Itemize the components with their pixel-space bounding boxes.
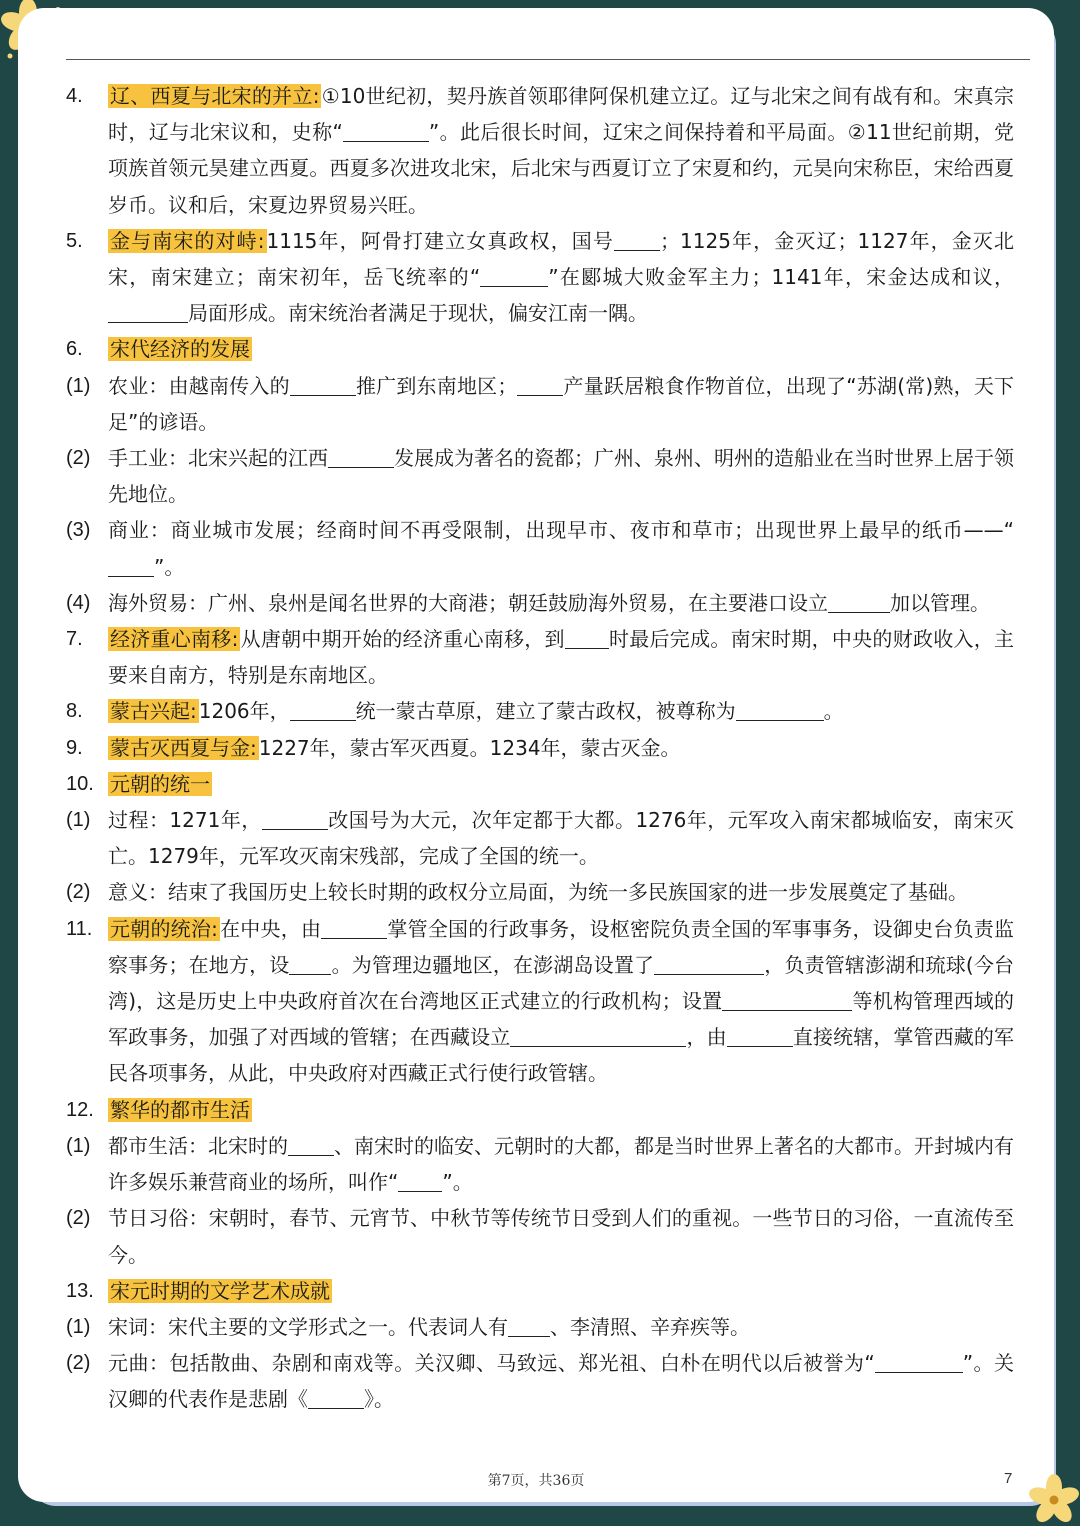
item-text [108, 512, 1014, 584]
fill-in-blank[interactable] [510, 1024, 686, 1047]
text-segment: 统一蒙古草原，建立了蒙古政权，被尊称为 [355, 699, 736, 724]
item-number: (2) [66, 1352, 91, 1375]
list-item [66, 693, 1014, 729]
highlighted-heading: 经济重心南移: [110, 627, 239, 652]
fill-in-blank[interactable] [321, 916, 387, 939]
item-text [108, 585, 1014, 621]
text-segment: 等机构管理西域的军政事务，加强了对西域的管辖；在西藏设立 [108, 989, 1014, 1050]
page-number: 7 [1004, 1470, 1013, 1487]
item-number: (2) [66, 1207, 91, 1230]
item-number: 10. [66, 772, 94, 795]
item-number: (1) [66, 374, 91, 397]
fill-in-blank[interactable] [875, 1350, 963, 1373]
item-text [108, 331, 1014, 367]
text-segment: ”。关汉卿的代表作是悲剧《 [108, 1351, 1014, 1412]
text-segment: 加以管理。 [890, 590, 990, 615]
fill-in-blank[interactable] [262, 807, 328, 830]
list-item [66, 621, 1014, 693]
text-segment: 手工业：北宋兴起的江西 [108, 446, 328, 471]
list-item [66, 368, 1014, 440]
text-segment: 意义：结束了我国历史上较长时期的政权分立局面，为统一多民族国家的进一步发展奠定了基础。 [108, 880, 968, 905]
list-item [66, 585, 1014, 621]
top-rule [66, 59, 1030, 60]
highlighted-heading: 金与南宋的对峙: [110, 228, 265, 253]
item-number: 6. [66, 338, 83, 361]
item-number: 7. [66, 628, 83, 651]
highlighted-heading: 元朝的统一 [110, 771, 210, 796]
text-segment: ，由 [686, 1025, 727, 1050]
item-text [108, 1309, 1014, 1345]
item-text [108, 1273, 1014, 1309]
item-number: (3) [66, 519, 91, 542]
list-item [66, 78, 1014, 223]
fill-in-blank[interactable] [108, 300, 188, 323]
list-item [66, 802, 1014, 874]
list-item [66, 223, 1014, 332]
list-item [66, 440, 1014, 512]
fill-in-blank[interactable] [290, 373, 356, 396]
text-segment: ；1125年，金灭辽；1127年，金灭北宋，南宋建立；南宋初年，岳飞统率的“ [108, 228, 1014, 290]
document-page [18, 8, 1054, 1502]
text-segment: 发展成为著名的瓷都；广州、泉州、明州的造船业在当时世界上居于领先地位。 [108, 446, 1014, 507]
fill-in-blank[interactable] [565, 626, 609, 649]
fill-in-blank[interactable] [654, 952, 764, 975]
list-item [66, 730, 1014, 766]
text-segment: 海外贸易：广州、泉州是闻名世界的大商港；朝廷鼓励海外贸易，在主要港口设立 [108, 590, 828, 615]
fill-in-blank[interactable] [308, 1386, 364, 1409]
list-item [66, 1092, 1014, 1128]
text-segment: 过程：1271年， [108, 808, 262, 833]
fill-in-blank[interactable] [328, 445, 394, 468]
list-item [66, 766, 1014, 802]
text-segment: 》。 [364, 1387, 394, 1412]
fill-in-blank[interactable] [290, 698, 356, 721]
fill-in-blank[interactable] [517, 373, 563, 396]
item-text [108, 693, 1014, 729]
item-number: 9. [66, 736, 83, 759]
text-segment: 。为管理边疆地区，在澎湖岛设置了 [331, 952, 655, 977]
text-segment: 改国号为大元，次年定都于大都。1276年，元军攻入南宋都城临安，南宋灭亡。1279年，元军攻灭南宋残部，完成了全国的统一。 [108, 808, 1014, 869]
item-number: (1) [66, 1134, 91, 1157]
fill-in-blank[interactable] [508, 1314, 550, 1337]
fill-in-blank[interactable] [343, 119, 429, 142]
text-segment: ①10世纪初，契丹族首领耶律阿保机建立辽。辽与北宋之间有战有和。宋真宗时，辽与北宋议和，史称“ [108, 84, 1014, 145]
item-number: 11. [66, 917, 93, 940]
list-item [66, 512, 1014, 584]
item-text [108, 1128, 1014, 1200]
item-text [108, 223, 1014, 332]
text-segment: 都市生活：北宋时的 [108, 1133, 288, 1158]
list-item [66, 1273, 1014, 1309]
text-segment: 局面形成。南宋统治者满足于现状，偏安江南一隅。 [188, 301, 648, 326]
highlighted-heading: 宋元时期的文学艺术成就 [110, 1278, 330, 1303]
item-number: (1) [66, 1315, 91, 1338]
text-segment: 农业：由越南传入的 [108, 373, 290, 398]
text-segment: 。 [823, 699, 844, 724]
text-segment: 产量跃居粮食作物首位，出现了“苏湖(常)熟，天下足”的谚语。 [108, 373, 1015, 434]
text-segment: 掌管全国的行政事务，设枢密院负责全国的军事事务，设御史台负责监察事务；在地方，设 [108, 916, 1014, 977]
text-segment: ”。 [154, 554, 185, 579]
text-segment: 1227年，蒙古军灭西夏。1234年，蒙古灭金。 [258, 735, 681, 760]
item-text [108, 1092, 1014, 1128]
item-text [108, 874, 1014, 910]
highlighted-heading: 蒙古兴起: [110, 699, 197, 724]
fill-in-blank[interactable] [108, 554, 154, 577]
fill-in-blank[interactable] [736, 698, 824, 721]
item-number: 8. [66, 700, 83, 723]
list-item [66, 1309, 1014, 1345]
item-text [108, 1200, 1014, 1272]
item-text [108, 911, 1014, 1092]
text-segment: 节日习俗：宋朝时，春节、元宵节、中秋节等传统节日受到人们的重视。一些节日的习俗，一直流传至今。 [108, 1206, 1014, 1267]
text-segment: 1115年，阿骨打建立女真政权，国号 [266, 228, 615, 253]
list-item [66, 1128, 1014, 1200]
list-item [66, 1345, 1014, 1417]
fill-in-blank[interactable] [828, 590, 890, 613]
list-item [66, 874, 1014, 910]
fill-in-blank[interactable] [722, 988, 852, 1011]
text-segment: 时最后完成。南宋时期，中央的财政收入，主要来自南方，特别是东南地区。 [108, 627, 1014, 688]
text-segment: 商业：商业城市发展；经商时间不再受限制，出现早市、夜市和草市；出现世界上最早的纸币——“ [108, 518, 1014, 543]
item-text [108, 440, 1014, 512]
item-number: (2) [66, 881, 91, 904]
item-text [108, 1345, 1014, 1417]
flower-bottom-right-icon [1018, 1464, 1080, 1526]
highlighted-heading: 宋代经济的发展 [110, 337, 250, 362]
item-number: 4. [66, 85, 83, 107]
text-segment: 1206年， [198, 699, 290, 724]
text-segment: ，负责管辖澎湖和琉球(今台湾)，这是历史上中央政府首次在台湾地区正式建立的行政机构；设置 [108, 952, 1015, 1014]
fill-in-blank[interactable] [288, 1133, 334, 1156]
item-number: (1) [66, 809, 91, 832]
item-number: 13. [66, 1279, 94, 1302]
page-footer: 第7页，共36页 [487, 1473, 585, 1489]
highlighted-heading: 蒙古灭西夏与金: [110, 735, 257, 760]
item-number: 12. [66, 1098, 94, 1121]
text-segment: 从唐朝中期开始的经济重心南移，到 [240, 627, 565, 652]
text-segment: 在中央，由 [219, 916, 322, 941]
list-item [66, 1200, 1014, 1272]
item-text [108, 368, 1014, 440]
highlighted-heading: 辽、西夏与北宋的并立: [110, 84, 320, 108]
list-item [66, 331, 1014, 367]
item-text [108, 766, 1014, 802]
fill-in-blank[interactable] [480, 264, 548, 287]
text-segment: 直接统辖，掌管西藏的军民各项事务，从此，中央政府对西藏正式行使行政管辖。 [108, 1025, 1015, 1086]
fill-in-blank[interactable] [727, 1024, 793, 1047]
item-text [108, 621, 1014, 693]
text-segment: ”。此后很长时间，辽宋之间保持着和平局面。②11世纪前期，党项族首领元昊建立西夏。西夏多次进攻北宋，后北宋与西夏订立了宋夏和约，元昊向宋称臣，宋给西夏岁币。议和后，宋夏边界贸易兴旺。 [108, 120, 1014, 217]
item-text [108, 78, 1014, 223]
text-segment: 宋词：宋代主要的文学形式之一。代表词人有 [108, 1314, 508, 1339]
item-text [108, 802, 1014, 874]
fill-in-blank[interactable] [289, 952, 331, 975]
item-number: (4) [66, 591, 91, 614]
list-item [66, 911, 1014, 1092]
item-text [108, 730, 1014, 766]
text-segment: 元曲：包括散曲、杂剧和南戏等。关汉卿、马致远、郑光祖、白朴在明代以后被誉为“ [108, 1351, 875, 1376]
text-segment: ”。 [442, 1170, 473, 1195]
text-segment: 、李清照、辛弃疾等。 [550, 1314, 750, 1339]
text-segment: ”在郾城大败金军主力；1141年，宋金达成和议， [548, 265, 1014, 290]
item-number: 5. [66, 229, 83, 252]
text-segment: 、南宋时的临安、元朝时的大都，都是当时世界上著名的大都市。开封城内有许多娱乐兼营商业的场所，叫作“ [108, 1133, 1014, 1195]
content-list [66, 78, 1014, 1418]
highlighted-heading: 元朝的统治: [110, 916, 218, 941]
text-segment: 推广到东南地区； [355, 373, 518, 398]
highlighted-heading: 繁华的都市生活 [110, 1097, 250, 1122]
item-number: (2) [66, 447, 91, 470]
fill-in-blank[interactable] [614, 228, 660, 251]
fill-in-blank[interactable] [398, 1169, 442, 1192]
